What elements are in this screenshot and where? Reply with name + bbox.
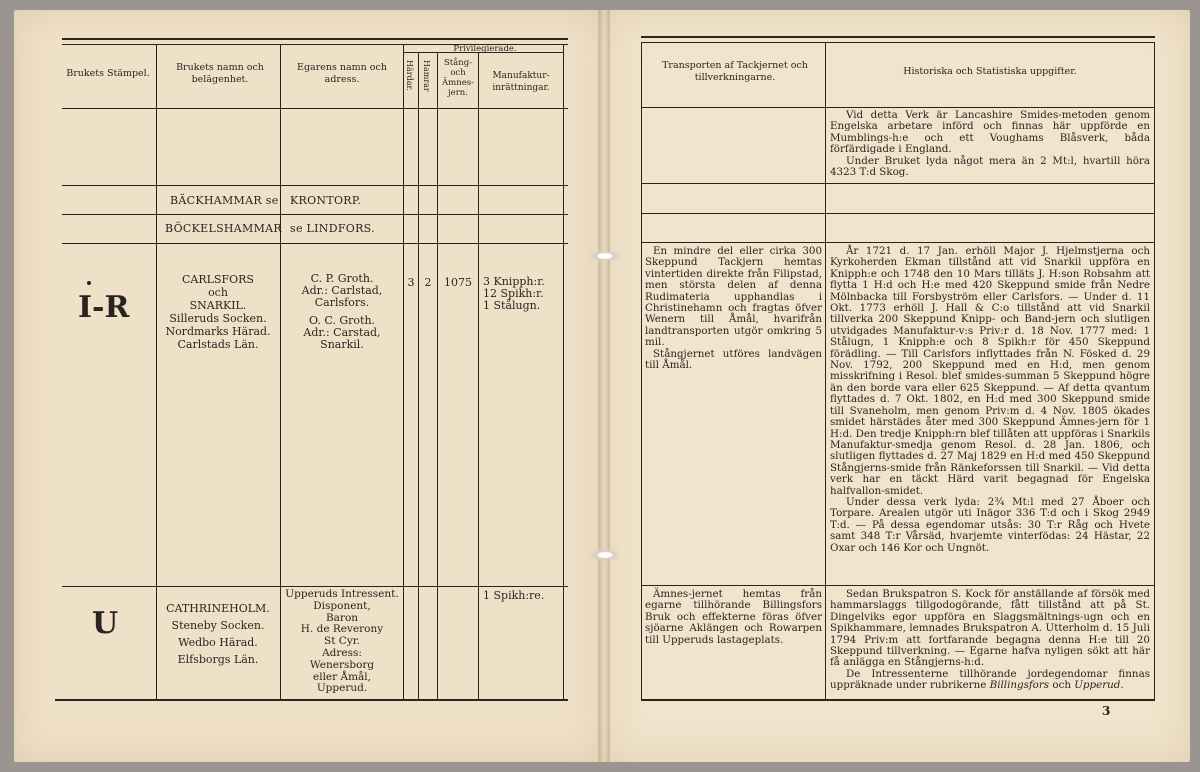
col-rule [825,42,826,699]
col-rule [156,44,157,699]
name-line: och [208,286,228,299]
header-hamrar: Hamrar [422,60,431,92]
right-bottom-rule [641,699,1155,701]
row-rule [641,213,1155,214]
col-rule [563,44,564,699]
carlsfors-owner [282,273,402,351]
italic-ref: Upperud. [1074,679,1124,692]
owner-line: Carlsfors. [314,296,370,309]
header-name: Brukets namn och belägenhet. [176,62,264,85]
transport-paragraph: Stångjernet utföres landvägen till Åmål. [645,347,822,372]
binding-stitch [590,250,620,262]
name-line: CARLSFORS [182,273,254,286]
name-line: Nordmarks Härad. [165,325,271,338]
col-rule [478,52,479,699]
stamp-dot [87,281,91,285]
row-rule [641,183,1155,184]
row-rule [62,185,568,186]
owner-line: H. de Reverony [300,623,384,636]
binding-stitch [590,549,620,561]
owner-line: Wenersborg [309,658,375,671]
owner-line: Snarkil. [320,338,364,351]
carlsfors-stamp: I-R [78,290,130,325]
owner-line: O. C. Groth. [308,314,376,327]
row-rule [641,242,1155,243]
carlsfors-hardar: 3 [407,276,415,289]
header-transport: Transporten af Tackjernet och tillverkningarne. [662,60,808,83]
name-line: SNARKIL. [189,299,247,312]
row-rule [62,214,568,215]
history-paragraph: År 1721 d. 17 Jan. erhöll Major J. Hjelmstjerna och Kyrkoherden Ekman tillstånd att vid Snarkil uppföra en Knipph:e och 1748 den 10 Mars tilläts J. H:son Robsahm att flytta 1 H:d och H:e med 420 Skeppund smide från Nedre Mölnbacka till Forsbyström eller Carlsfors. — Under d. 11 Okt. 1773 erhöll J. Hall & C:o tillstånd att vid Snarkil tillverka 200 Skeppund Knipp- och Band-jern och slutligen utvidgades Manufaktur-v:s Priv:r d. 18 Nov. 1777 med: 1 Stålugn, 1 Knipph:e och 8 Spikh:r för 450 Skeppund förädling. — Till Carlsfors inflyttades från N. Fösked d. 29 Nov. 1792, 200 Skeppund med en H:d, men genom misskrifning i Resol. blef smides-summan 5 Skeppund högre än den borde vara eller 625 Skeppund. — Af detta qvantum flyttades d. 7 Okt. 1802, en H:d med 300 Skeppund smide till Svaneholm, men genom Priv:m d. 4 Nov. 1805 ökades smidet härstädes åter med 300 Skeppund Ämnes-jern för 1 H:d. Den tredje Knipph:rn blef tillåten att uppföras i Snarkils Manufaktur-smedja genom Resol. d. 28 Jan. 1806, och slutligen flyttades d. 27 Maj 1829 en H:d med 450 Skeppund Stångjerns-smide från Ränkeforssen till Snarkil. — Vid detta verk har en täckt Härd varit begagnad för Engelska halfvallon-smidet. [830,245,1150,497]
owner-line: eller Åmål, [313,670,371,683]
history-paragraph: Sedan Brukspatron S. Kock för anställande af försök med hammarslaggs tillgodogörande, fått tillstånd att på St. Dingelviks egor uppföra en Slaggsmältnings-ugn och en Spikhammare, lemnades Brukspatron A. Utterholm d. 15 Juli 1794 Priv:m att fortfarande begagna denna H:e till 20 Skeppund tillverkning. — Egarne hafva nyligen sökt att här få anlägga en Stångjerns-h:d. [830,588,1150,669]
row-backhammar-ref: KRONTORP. [290,194,362,207]
manufaktur-line: 3 Knipph:r. [483,275,545,288]
owner-line: St Cyr. [324,635,360,648]
name-line: Silleruds Socken. [169,312,267,325]
carlsfors-name [158,273,278,351]
manufaktur-line: 1 Stålugn. [483,299,541,312]
left-bottom-rule [55,699,568,701]
col-rule [403,44,404,699]
col-rule [1154,42,1155,699]
header-historical: Historiska och Statistiska uppgifter. [903,66,1077,77]
header-bottom-rule [62,108,568,109]
transport-paragraph: En mindre del eller cirka 300 Skeppund Tackjern hemtas vintertiden direkte från Filipstad, men största delen af denna Rudimateria upphandlas i Christinehamn och fragtas öfver Wenern till Åmål, hvarifrån landtransporten utgör omkring 5 mil. [645,245,822,349]
history-paragraph: Under Bruket lyda något mera än 2 Mt:l, hvartill höra 4323 T:d Skog. [830,154,1150,179]
row-backhammar-name: BÄCKHAMMAR se [170,194,279,207]
cathrineholm-stamp: U [92,606,119,641]
name-line: Carlstads Län. [177,338,259,351]
owner-line: Baron [325,611,359,624]
carlsfors-stang: 1075 [444,276,472,289]
header-manufaktur: Manufaktur- inrättningar. [492,71,550,93]
col-rule [437,52,438,699]
cathrineholm-owner [281,589,403,695]
history-paragraph: Under dessa verk lyda: 2¾ Mt:l med 27 Åboer och Torpare. Arealen utgör uti Inägor 336 T:d och i Skog 2949 T:d. — På dessa egendomar utsås: 30 T:r Råg och Hvete samt 348 T:r Vårsäd, hvarjemte vinterfödas: 24 Hästar, 22 Oxar och 146 Kor och Ungnöt. [830,495,1150,554]
owner-line: C. P. Groth. [310,272,374,285]
col-rule [641,42,642,699]
header-stang: Stång- och Ämnes- jern. [442,58,474,98]
transport-paragraph: Ämnes-jernet hemtas från egarne tillhörande Billingsfors Bruk och effekterne föras öfver sjöarne Aklängen och Rowarpen till Upperuds lastageplats. [645,588,822,646]
history-text: och [1049,679,1075,692]
row-rule [62,243,568,244]
header-bottom-rule [641,107,1155,108]
row-bockelshammar-name: BÖCKELSHAMMAR [165,222,282,235]
row-rule [641,585,1155,586]
right-top-rule [641,36,1155,43]
header-owner: Egarens namn och adress. [297,62,387,85]
owner-line: Disponent, [313,599,371,612]
cathrineholm-transport [645,589,822,646]
name-line: Wedbo Härad. [178,636,258,649]
italic-ref: Billingsfors [989,679,1050,692]
carlsfors-manufaktur [483,276,563,312]
owner-line: Adr.: Carstad, [303,326,381,339]
header-privileged: Privilegierade. [453,44,517,54]
cathrineholm-name [158,600,278,668]
book-gutter [598,10,610,762]
col-rule [418,52,419,699]
owner-line: Adr.: Carlstad, [301,284,383,297]
cathrineholm-manufaktur: 1 Spikh:re. [483,589,545,602]
owner-line: Adress: [322,646,362,659]
history-text: De Intressenterne tillhörande jordegendomar finnas uppräknade under rubrikerne [830,667,1150,692]
history-paragraph: Vid detta Verk är Lancashire Smides-metoden genom Engelska arbetare införd och finnas här uppförde en Mumblings-h:e och ett Voughams Blåsverk, båda förfärdigade i England. [830,109,1150,156]
history-paragraph [830,669,1150,692]
row-rule [62,586,568,587]
carlsfors-history [830,246,1150,554]
name-line: Steneby Socken. [171,619,265,632]
page-number: 3 [1102,704,1111,718]
owner-line: Upperud. [316,682,368,695]
manufaktur-line: 12 Spikh:r. [483,287,544,300]
header-stamp: Brukets Stämpel. [66,68,150,79]
row-bockelshammar-ref: se LINDFORS. [290,222,375,235]
carlsfors-hamrar: 2 [424,276,432,289]
name-line: Elfsborgs Län. [177,653,259,666]
name-line: CATHRINEHOLM. [166,602,270,615]
header-hardar: Härdar. [405,60,414,91]
cathrineholm-history [830,589,1150,692]
owner-line: Upperuds Intressent. [285,588,399,600]
top-history [830,110,1150,178]
carlsfors-transport [645,246,822,371]
